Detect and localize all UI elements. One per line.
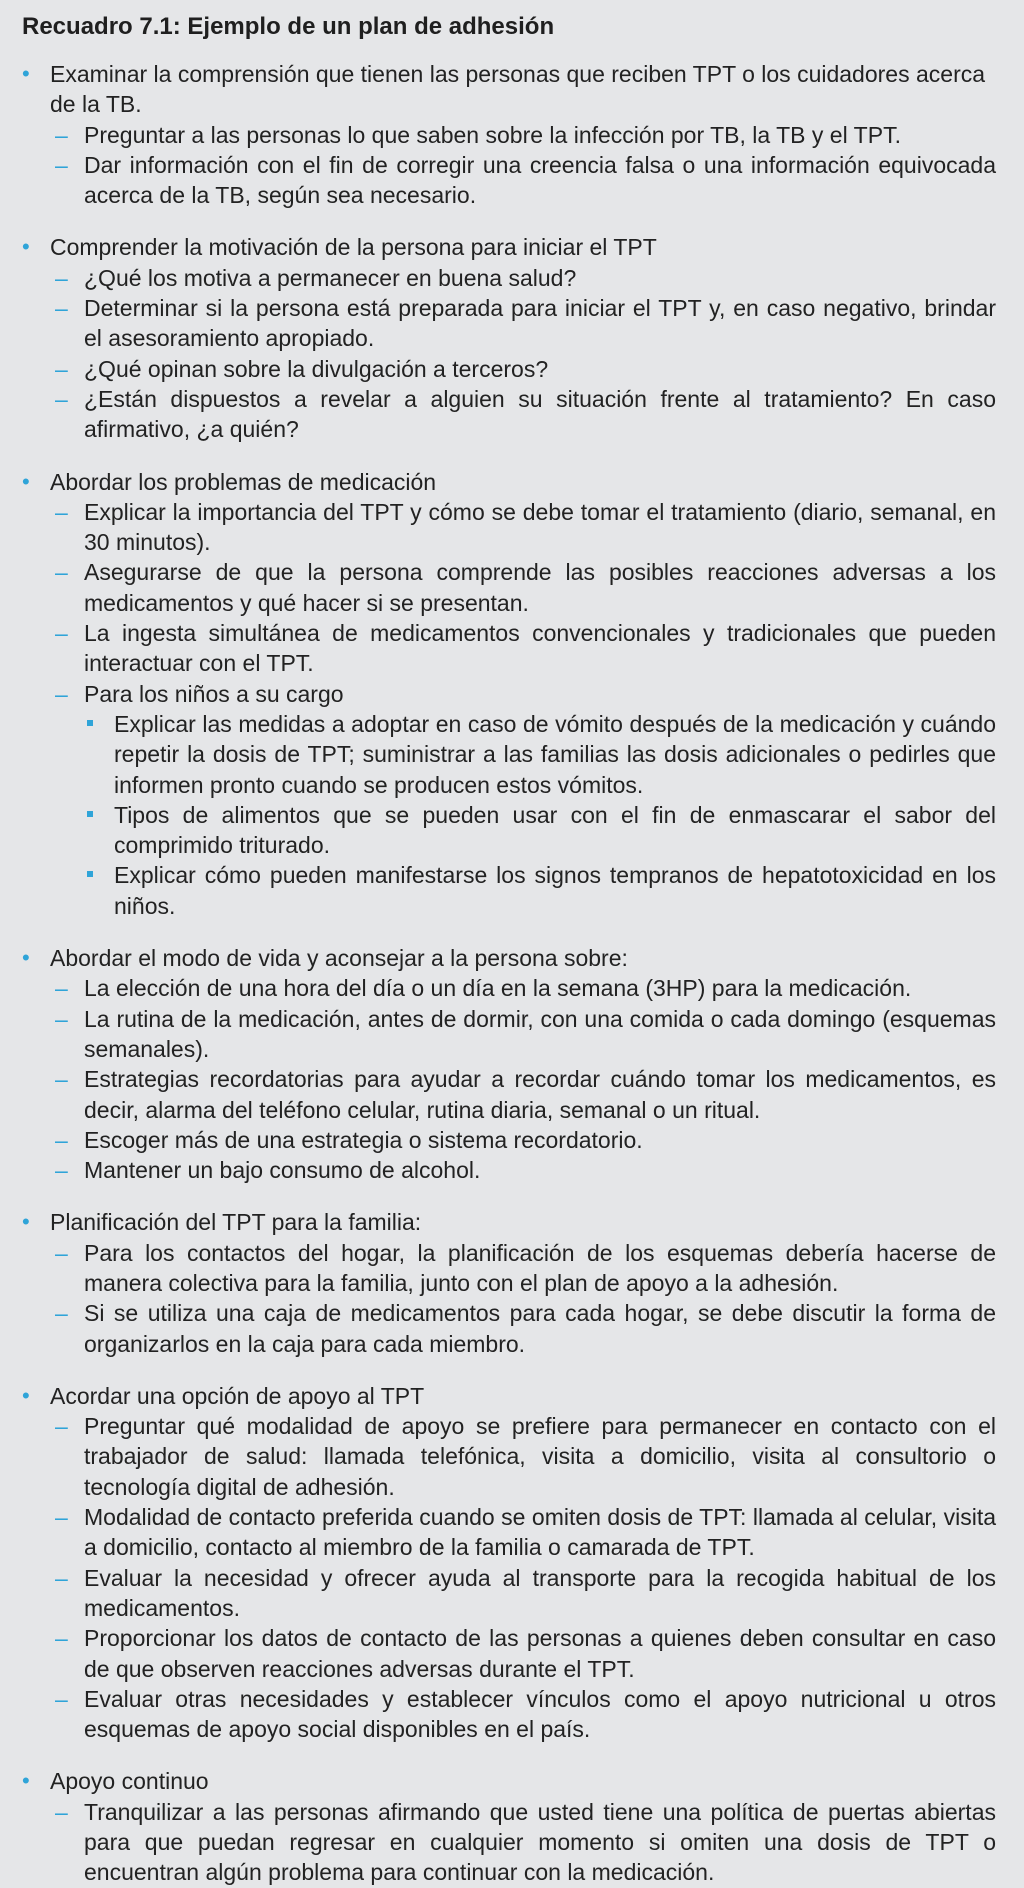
list-item bbox=[50, 1125, 996, 1155]
list-item bbox=[50, 150, 996, 211]
dash-icon: – bbox=[55, 1413, 68, 1440]
item-text: La elección de una hora del día o un día en la semana (3HP) para la medicación. bbox=[84, 975, 912, 1002]
dash-icon: – bbox=[55, 121, 68, 148]
section-heading: Acordar una opción de apoyo al TPT bbox=[50, 1382, 425, 1409]
dash-icon: – bbox=[55, 1126, 68, 1153]
dash-icon: – bbox=[55, 559, 68, 586]
dash-icon: – bbox=[55, 1564, 68, 1591]
subitem-list bbox=[84, 709, 996, 921]
list-item bbox=[50, 1411, 996, 1502]
subitem-text: Tipos de alimentos que se pueden usar con el fin de enmascarar el sabor del comprimido triturado. bbox=[114, 801, 996, 859]
sub-list-item bbox=[84, 709, 996, 800]
item-text: Preguntar a las personas lo que saben sobre la infección por TB, la TB y el TPT. bbox=[84, 121, 901, 148]
item-text: La ingesta simultánea de medicamentos convencionales y tradicionales que pueden interactuar con el TPT. bbox=[84, 620, 996, 677]
dash-icon: – bbox=[55, 498, 68, 525]
section-comprension bbox=[22, 59, 996, 210]
item-text: Preguntar qué modalidad de apoyo se prefiere para permanecer en contacto con el trabajador de salud: llamada telefónica, visita a domicilio, visita al consultorio o tecnología digital de adhesión. bbox=[84, 1413, 996, 1500]
square-bullet-icon bbox=[87, 811, 93, 817]
item-text: ¿Están dispuestos a revelar a alguien su situación frente al tratamiento? En caso afirmativo, ¿a quién? bbox=[84, 385, 996, 443]
item-text: La rutina de la medicación, antes de dormir, con una comida o cada domingo (esquemas semanales). bbox=[84, 1005, 996, 1062]
section-list bbox=[22, 59, 996, 1888]
bullet-dot-icon: • bbox=[22, 468, 30, 494]
list-item bbox=[50, 1004, 996, 1065]
item-text: Estrategias recordatorias para ayudar a recordar cuándo tomar los medicamentos, es decir, alarma del teléfono celular, rutina diaria, semanal o un ritual. bbox=[84, 1066, 996, 1123]
sub-list-item bbox=[84, 800, 996, 861]
item-list bbox=[50, 1238, 996, 1359]
bullet-dot-icon: • bbox=[22, 1382, 30, 1408]
dash-icon: – bbox=[55, 385, 68, 412]
section-heading: Abordar el modo de vida y aconsejar a la persona sobre: bbox=[50, 945, 628, 972]
section-apoyo-tpt bbox=[22, 1381, 996, 1745]
list-item bbox=[50, 618, 996, 679]
dash-icon: – bbox=[55, 1504, 68, 1531]
box-title: Recuadro 7.1: Ejemplo de un plan de adhesión bbox=[22, 13, 555, 40]
dash-icon: – bbox=[55, 264, 68, 291]
list-item bbox=[50, 1623, 996, 1684]
subitem-text: Explicar las medidas a adoptar en caso de vómito después de la medicación y cuándo repetir la dosis de TPT; suministrar a las familias las dosis adicionales o pedirles que informen pronto cuando se producen estos vómitos. bbox=[114, 710, 996, 798]
dash-icon: – bbox=[55, 1300, 68, 1327]
dash-icon: – bbox=[55, 1625, 68, 1652]
item-text: ¿Qué opinan sobre la divulgación a terceros? bbox=[84, 355, 549, 382]
item-list bbox=[50, 263, 996, 445]
section-heading: Examinar la comprensión que tienen las personas que reciben TPT o los cuidadores acerca de la TB. bbox=[50, 61, 986, 118]
item-list bbox=[50, 120, 996, 211]
item-text: Asegurarse de que la persona comprende las posibles reacciones adversas a los medicamentos y qué hacer si se presentan. bbox=[84, 559, 996, 616]
square-bullet-icon bbox=[87, 720, 93, 726]
item-text: Tranquilizar a las personas afirmando que usted tiene una política de puertas abiertas para que puedan regresar en cualquier momento si omiten una dosis de TPT o encuentran algún problema para continuar con la medicación. bbox=[84, 1798, 996, 1886]
dash-icon: – bbox=[55, 151, 68, 178]
list-item bbox=[50, 1684, 996, 1745]
item-text: Modalidad de contacto preferida cuando se omiten dosis de TPT: llamada al celular, visita a domicilio, contacto al miembro de la familia o camarada de TPT. bbox=[84, 1504, 996, 1561]
list-item bbox=[50, 1797, 996, 1888]
section-familia bbox=[22, 1207, 996, 1358]
dash-icon: – bbox=[55, 1798, 68, 1825]
bullet-dot-icon: • bbox=[22, 945, 30, 971]
bullet-dot-icon: • bbox=[22, 234, 30, 260]
section-heading: Abordar los problemas de medicación bbox=[50, 468, 437, 495]
subitem-text: Explicar cómo pueden manifestarse los signos tempranos de hepatotoxicidad en los niños. bbox=[114, 862, 996, 919]
dash-icon: – bbox=[55, 620, 68, 647]
item-text: Escoger más de una estrategia o sistema recordatorio. bbox=[84, 1126, 643, 1153]
dash-icon: – bbox=[55, 355, 68, 382]
item-text: ¿Qué los motiva a permanecer en buena salud? bbox=[84, 264, 577, 291]
list-item bbox=[50, 384, 996, 445]
list-item bbox=[50, 1502, 996, 1563]
item-list bbox=[50, 1411, 996, 1744]
list-item bbox=[50, 120, 996, 150]
item-text: Proporcionar los datos de contacto de las personas a quienes deben consultar en caso de que observen reacciones adversas durante el TPT. bbox=[84, 1625, 996, 1682]
item-text: Para los contactos del hogar, la planificación de los esquemas debería hacerse de manera colectiva para la familia, junto con el plan de apoyo a la adhesión. bbox=[84, 1239, 996, 1296]
dash-icon: – bbox=[55, 1685, 68, 1712]
section-apoyo-continuo bbox=[22, 1766, 996, 1887]
bullet-dot-icon: • bbox=[22, 1768, 30, 1794]
item-list bbox=[50, 1797, 996, 1888]
item-text: Dar información con el fin de corregir una creencia falsa o una información equivocada acerca de la TB, según sea necesario. bbox=[84, 151, 996, 209]
list-item bbox=[50, 263, 996, 293]
section-heading: Comprender la motivación de la persona para iniciar el TPT bbox=[50, 234, 657, 261]
section-heading: Planificación del TPT para la familia: bbox=[50, 1209, 422, 1236]
item-text: Explicar la importancia del TPT y cómo se debe tomar el tratamiento (diario, semanal, en 30 minutos). bbox=[84, 498, 996, 556]
list-item bbox=[50, 1563, 996, 1624]
dash-icon: – bbox=[55, 680, 68, 707]
dash-icon: – bbox=[55, 975, 68, 1002]
sub-list-item bbox=[84, 860, 996, 921]
section-heading: Apoyo continuo bbox=[50, 1768, 209, 1795]
dash-icon: – bbox=[55, 1005, 68, 1032]
item-text: Mantener un bajo consumo de alcohol. bbox=[84, 1157, 481, 1184]
item-text: Para los niños a su cargo bbox=[84, 680, 344, 707]
list-item bbox=[50, 1298, 996, 1359]
item-text: Determinar si la persona está preparada para iniciar el TPT y, en caso negativo, brindar el asesoramiento apropiado. bbox=[84, 295, 996, 352]
item-text: Evaluar la necesidad y ofrecer ayuda al transporte para la recogida habitual de los medicamentos. bbox=[84, 1564, 996, 1621]
dash-icon: – bbox=[55, 1157, 68, 1184]
bullet-dot-icon: • bbox=[22, 1209, 30, 1235]
item-list bbox=[50, 973, 996, 1185]
list-item bbox=[50, 973, 996, 1003]
section-modo-de-vida bbox=[22, 943, 996, 1185]
dash-icon: – bbox=[55, 295, 68, 322]
dash-icon: – bbox=[55, 1239, 68, 1266]
item-list bbox=[50, 497, 996, 921]
item-text: Si se utiliza una caja de medicamentos para cada hogar, se debe discutir la forma de organizarlos en la caja para cada miembro. bbox=[84, 1300, 996, 1357]
list-item bbox=[50, 557, 996, 618]
bullet-dot-icon: • bbox=[22, 61, 30, 86]
section-medicacion bbox=[22, 467, 996, 921]
list-item bbox=[50, 1155, 996, 1185]
list-item bbox=[50, 1238, 996, 1299]
list-item bbox=[50, 1064, 996, 1125]
square-bullet-icon bbox=[87, 871, 93, 877]
dash-icon: – bbox=[55, 1066, 68, 1093]
list-item bbox=[50, 679, 996, 921]
section-motivacion bbox=[22, 232, 996, 444]
item-text: Evaluar otras necesidades y establecer vínculos como el apoyo nutricional u otros esquemas de apoyo social disponibles en el país. bbox=[84, 1685, 996, 1743]
list-item bbox=[50, 293, 996, 354]
list-item bbox=[50, 497, 996, 558]
list-item bbox=[50, 354, 996, 384]
